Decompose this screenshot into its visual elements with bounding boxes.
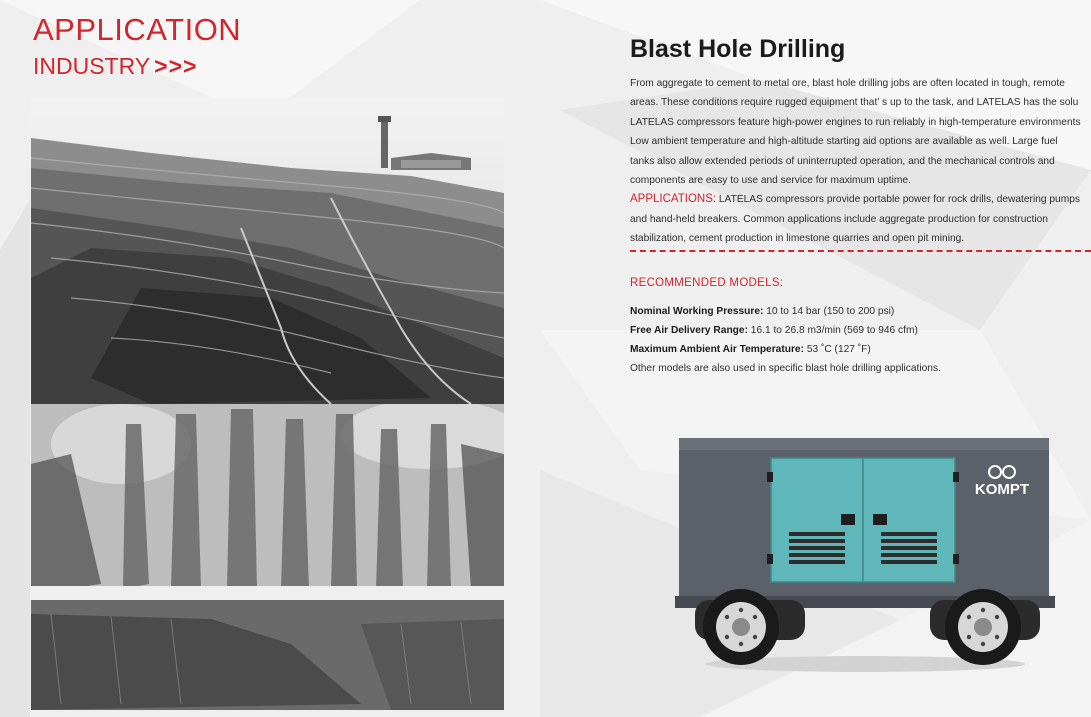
- spec-value: 53 ˚C (127 ˚F): [803, 344, 871, 355]
- arrows-icon: >>>: [154, 53, 198, 79]
- recommended-title: RECOMMENDED MODELS:: [630, 277, 784, 289]
- subtitle-label: INDUSTRY: [33, 53, 151, 79]
- section-content: [630, 34, 1091, 249]
- spec-label: Free Air Delivery Range:: [630, 325, 748, 336]
- section-title: Blast Hole Drilling: [630, 35, 846, 63]
- applications-label: APPLICATIONS:: [630, 193, 717, 206]
- spec-label: Nominal Working Pressure:: [630, 306, 764, 317]
- dashed-divider: [630, 250, 1091, 252]
- spec-row: [630, 321, 1090, 340]
- spec-row: [630, 302, 1090, 321]
- page-title: APPLICATION: [33, 12, 242, 47]
- open-pit-mine-photo: [31, 98, 504, 404]
- body-line: From aggregate to cement to metal ore, blast hole drilling jobs are often located in tough, remote: [630, 78, 1065, 89]
- body-line: tanks also allow extended periods of uninterrupted operation, and the mechanical controls and: [630, 155, 1055, 167]
- page-subtitle: [33, 52, 241, 80]
- spec-value: 10 to 14 bar (150 to 200 psi): [763, 306, 895, 317]
- applications-text: LATELAS compressors provide portable power for rock drills, dewatering pumps: [716, 194, 1080, 206]
- blast-explosion-photo: [31, 404, 504, 710]
- spec-label: Maximum Ambient Air Temperature:: [630, 344, 804, 355]
- body-line: components are easy to use and service for maximum uptime.: [630, 175, 911, 187]
- body-line: LATELAS compressors feature high-power engines to run reliably in high-temperature environments: [630, 116, 1081, 128]
- applications-line: [630, 190, 1091, 209]
- application-industry-header: [33, 12, 241, 80]
- spec-value: 16.1 to 26.8 m3/min (569 to 946 cfm): [747, 325, 918, 336]
- body-line: Low ambient temperature and high-altitude starting aid options are available as well. Large fuel: [630, 136, 1058, 148]
- spec-row: [630, 340, 1090, 359]
- body-line: areas. These conditions require rugged equipment that’ s up to the task, and LATELAS has the solu: [630, 97, 1079, 109]
- applications-line: stabilization, cement production in limestone quarries and open pit mining.: [630, 233, 965, 245]
- section-body: [630, 74, 1091, 249]
- recommended-note: Other models are also used in specific blast hole drilling applications.: [630, 363, 941, 374]
- air-compressor-image: [675, 432, 1055, 677]
- recommended-models: [630, 277, 1090, 378]
- brand-logo-text: KOMPT: [974, 481, 1030, 498]
- applications-line: and hand-held breakers. Common applications include aggregate production for construction: [630, 213, 1048, 225]
